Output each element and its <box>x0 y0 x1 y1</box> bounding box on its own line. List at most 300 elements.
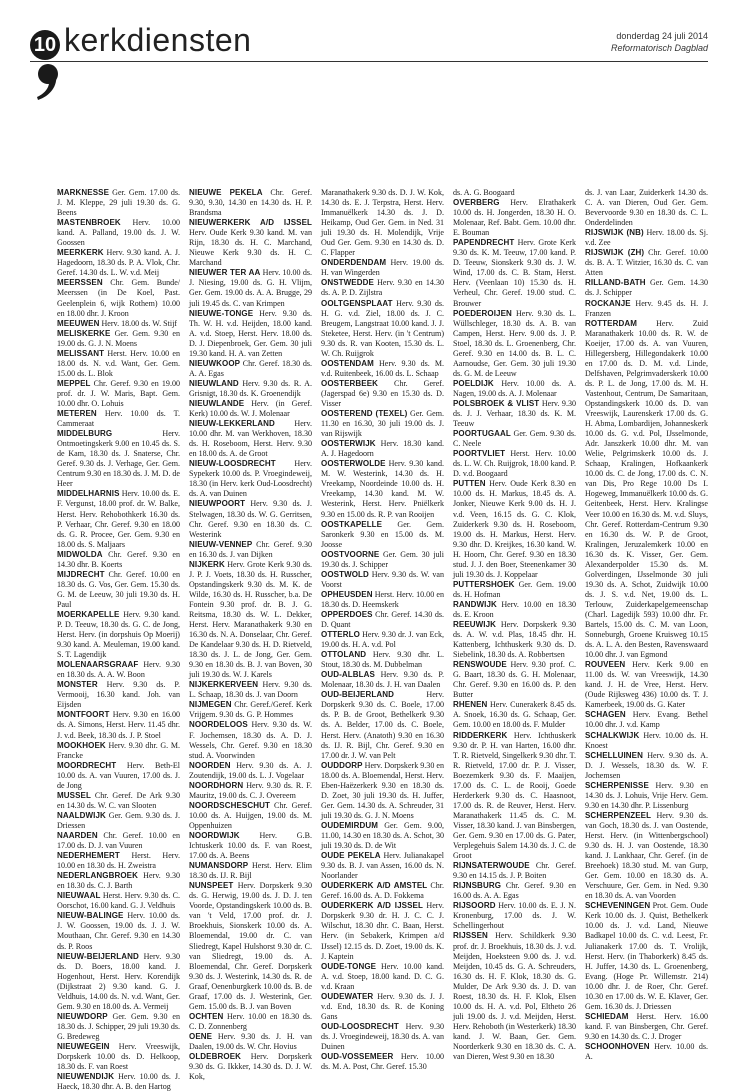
service-details: Herv. 9.30 ds. J. J. Verhaar, 18.30 ds. K. M. Teeuw <box>453 398 577 429</box>
place-name: NIEUWE-TONGE <box>189 308 254 318</box>
place-name: MIDWOLDA <box>57 549 103 559</box>
listing-column <box>57 188 181 1092</box>
service-details: Herv. 10.00 ds. M. A. Post, Chr. Geref. 15.30 <box>321 1052 444 1072</box>
service-details: Ger. Gem. 9.30 ds. J. Driessen <box>57 810 180 830</box>
service-details: Herv. 18.30 kand. A. J. Hagedoorn <box>321 439 445 459</box>
listing-entry <box>321 359 444 379</box>
listing-entry <box>57 319 180 329</box>
listing-entry <box>453 600 576 620</box>
listing-entry <box>57 791 180 811</box>
place-name: OOSTENDAM <box>321 358 374 368</box>
place-name: OPPERDOES <box>321 609 373 619</box>
listing-entry <box>453 931 576 1062</box>
listing-entry <box>321 379 444 409</box>
listing-entry <box>57 1072 180 1092</box>
place-name: ROTTERDAM <box>585 318 638 328</box>
place-name: NIEUW-BEIJERLAND <box>57 951 139 961</box>
service-details: Chr. Geref. 10.00 en 18.30 ds. G. Vos, Ger. Gem. 15.30 ds. G. M. de Leeuw, 30 juli 19.30 ds. H. Paul <box>57 569 180 609</box>
place-name: NIEUWLANDE <box>189 398 245 408</box>
place-name: OOSTERWOLDE <box>321 459 386 469</box>
service-details: Herv. 9.30 ds. D. Boers, 18.00 kand. J. Hogenhout, Herst. Herv. Korendijk (Dijkstraat 2) 9.30 kand. G. J. Veldhuis, 14.00 ds. N. v.d. Want, Ger. Gem. 9.30 en 18.00 ds. A. Vermeij <box>57 951 181 1011</box>
service-details: Ger. Gem. 9.30 en 19.00 ds. G. J. N. Moens <box>57 328 181 348</box>
service-details: Herv. 9.30 ds. P. Molenaar, 18.30 ds. J. H. van Daalen <box>321 670 444 690</box>
service-details: Herv. 9.30 ds. J. H. van Daalen, 19.00 ds. W. Chr. Hovius <box>189 1031 313 1051</box>
service-details: Chr. Geref. 16.00 ds. A. D. Fokkema <box>321 881 445 901</box>
place-name: OOLTGENSPLAAT <box>321 298 393 308</box>
listing-entry <box>57 660 180 680</box>
service-details: Herv. 9.30 dr. J. van Eck, 19.00 ds. H. A. v.d. Pol <box>321 630 444 650</box>
place-name: NAALDWIJK <box>57 810 106 820</box>
service-details: Herv. Ichthuskerk 9.30 dr. P. H. van Harten, 16.00 dhr. T. R. Rietveld, Singelkerk 9.30 dhr. T. R. Rietveld, 17.00 dr. P. J. Visser, Boezemkerk 9.30 ds. F. Maaijen, 17.00 ds. C. L. de Rooij, Goede Herderkerk 9.30 ds. C. Haasnoot, 17.00 ds. R. de Reuver, Herst. Herv. Maranathakerk 11.45 ds. C. M. Visser, 18.30 kand. J. van Binsbergen, Ger. Gem. 9.30 en 17.00 ds. G. Pater, Verplegehuis Salem 14.30 ds. J. C. de Groot <box>453 730 576 861</box>
listing-entry <box>321 258 444 278</box>
listing-entry <box>57 188 180 218</box>
place-name: MEERKERK <box>57 248 104 258</box>
service-details: Herv. 10.00 ds. E. J. N. Kronenburg, 17.00 ds. J. W. Schellingerhout <box>453 901 576 931</box>
place-name: PUTTERSHOEK <box>453 579 515 589</box>
service-details: Herv. 9.30 ds. J. J. v.d. End, 18.30 ds. R. de Koning Gans <box>321 991 444 1021</box>
listing-entry <box>57 851 180 871</box>
listing-entry <box>321 188 444 258</box>
listing-entry <box>585 1012 708 1042</box>
service-details: Herv. 9.30 ds. P. Vermooij, 16.30 kand. Joh. van Eijsden <box>57 680 180 710</box>
place-name: NOORDSCHESCHUT <box>189 800 270 810</box>
listing-entry <box>189 1012 312 1032</box>
place-name: NUNSPEET <box>189 881 234 891</box>
service-details: ds. A. G. Boogaard <box>453 188 515 197</box>
place-name: MONTFOORT <box>57 710 110 720</box>
service-details: Ger. Gem. 9.00, 11.00, 14.30 en 18.30 ds. A. Schot, 30 juli 19.30 ds. D. de Wit <box>321 820 445 851</box>
listing-entry <box>453 449 576 479</box>
place-name: SCHERPENZEEL <box>585 810 652 820</box>
listing-entry <box>57 329 180 349</box>
listing-entry <box>57 761 180 791</box>
service-details: Herv. 9.30 ds. J. Stelwagen, 18.30 ds. W. G. Gerritsen, Chr. Geref. 9.30 en 18.30 ds. C. Westerink <box>189 499 312 539</box>
service-details: Herv. Dorpskerk 9.30 ds. G. Herwig, 19.00 ds. J. D. J. ten Voorde, Opstandingskerk 10.00 ds. B. van 't Veld, 17.00 prof. dr. J. Broekhuis, Sionskerk 10.00 ds. A. Bloemendal, 19.00 dr. C. van Sliedregt, Kapel Hulshorst 9.30 dr. C. van Sliedregt, 19.00 ds. A. Bloemendal, Chr. Geref. Dorpskerk 9.30 ds. J. Westerink, 14.30 ds. R. de Graaf, Oenenburgkerk 10.00 ds. B. de Graaf, 17.00 ds. J. Westerink, Ger. Gem. 15.00 ds. B. J. van Boven <box>189 881 313 1011</box>
listing-entry <box>57 891 180 911</box>
listing-entry <box>321 690 444 760</box>
place-name: SCHEVENINGEN <box>585 901 651 911</box>
place-name: NIEUW-BALINGE <box>57 911 124 921</box>
listing-entry <box>453 620 576 660</box>
place-name: OUD-BEIJERLAND <box>321 690 394 700</box>
listing-entry <box>321 550 444 570</box>
listing-entry <box>57 1042 180 1072</box>
service-details: Ger. Gem. 30 juli 19.30 ds. J. Schipper <box>321 549 444 569</box>
place-name: SCHAGEN <box>585 710 626 720</box>
place-name: NIEUWKOOP <box>189 358 241 368</box>
place-name: POLSBROEK & VLIST <box>453 398 540 408</box>
listing-entry <box>585 248 708 278</box>
service-details: Herv. 9.30 kand. P. D. Teeuw, 18.30 ds. G. C. de Jong, Herst. Herv. (in dorpshuis Op Moerij) 9.30 kand. A. Meuleman, 19.00 kand. S. T. Lagendijk <box>57 609 180 660</box>
service-details: Chr. Geref./Geref. Kerk Vrijgem. 9.30 ds. G. P. Hommes <box>189 700 313 720</box>
service-details: Herv. Ontmoetingskerk 9.00 en 10.45 ds. S. de Kam, 18.30 ds. J. Snaterse, Chr. Geref. 9.30 ds. J. Verhage, Ger. Gem. Centrum 9.30 en 18.30 ds. J. M. D. de Heer <box>57 429 180 489</box>
listing-entry <box>57 811 180 831</box>
listing-entry <box>189 188 312 218</box>
place-name: SCHERPENISSE <box>585 780 649 790</box>
service-details: Herv. 9.30 dhr. G. M. Francke <box>57 740 180 760</box>
service-details: Ger. Gem. 11.30 en 16.30, 30 juli 19.00 ds. J. van Rijswijk <box>321 409 444 439</box>
service-details: Herv. 10.00 ds. T. Cammeraat <box>57 409 180 429</box>
listing-entry <box>189 499 312 539</box>
publication-name: Reformatorisch Dagblad <box>610 43 708 53</box>
place-name: MEPPEL <box>57 378 91 388</box>
service-details: Chr. Gem. Bunde/ Meerssen (in De Koel, Past. Geelenplein 6, wijk Rothem) 10.00 en 18.00 dhr. J. Kroon <box>57 278 181 318</box>
listing-entry <box>189 540 312 560</box>
service-details: Ger. Gem. 9.30 en 18.30 ds. J. Schipper, 29 juli 19.30 ds. G. Bredeweg <box>57 1011 180 1041</box>
listing-entry <box>57 1012 180 1042</box>
listing-entry <box>321 590 444 610</box>
listing-entry <box>189 560 312 681</box>
service-details: Herv. 9.30 ds. R. F. Mauritz, 19.00 ds. C. J. Overeem <box>189 780 313 800</box>
service-details: Chr. Geref. 14.30 ds. D. Quant <box>321 609 444 630</box>
service-details: Ger. Gem. 14.30 ds. J. Schipper <box>585 278 709 298</box>
place-name: MIDDELBURG <box>57 429 113 439</box>
service-details: Ger. Gem. 17.00 ds. J. M. Kleppe, 29 juli 19.30 ds. G. Beens <box>57 188 181 218</box>
place-name: NIJKERKERVEEN <box>189 680 259 690</box>
place-name: OUD-VOSSEMEER <box>321 1052 394 1062</box>
service-details: Chr. Geref. 18.30 ds. A. A. Egas <box>189 358 312 378</box>
place-name: PAPENDRECHT <box>453 238 515 248</box>
service-details: Herv. Sypekerk 10.00 ds. P. Vroegindeweij, 18.30 (in Herv. kerk Oud-Loosdrecht) ds. A. van Duinen <box>189 459 312 499</box>
listing-column <box>585 188 709 1062</box>
listing-entry <box>57 409 180 429</box>
listing-entry <box>189 761 312 781</box>
place-name: NIJKERK <box>189 559 225 569</box>
place-name: RIDDERKERK <box>453 730 508 740</box>
listing-entry <box>189 459 312 499</box>
service-details: Herv. 10.00 ds. H. Knoest <box>585 730 708 750</box>
place-name: SCHELLUINEN <box>585 750 643 760</box>
listing-entry <box>189 680 312 700</box>
place-name: NIEUWEGEIN <box>57 1041 110 1051</box>
listing-entry <box>453 379 576 399</box>
place-name: MELISSANT <box>57 348 105 358</box>
listing-entry <box>585 228 708 248</box>
place-name: MEEUWEN <box>57 318 100 328</box>
listing-entry <box>57 570 180 610</box>
listing-entry <box>189 359 312 379</box>
listing-entry <box>585 781 708 811</box>
listing-entry <box>57 379 180 409</box>
service-details: Herst. Herv. Elim 18.30 ds. IJ. R. Bijl <box>189 861 312 881</box>
listing-entry <box>585 901 708 1012</box>
place-name: ROCKANJE <box>585 298 631 308</box>
service-details: Herst. Herv. 10.00 ds. L. W. Ch. Ruijgrok, 18.00 kand. P. D. v.d. Boogaard <box>453 449 576 479</box>
place-name: OLDEBROEK <box>189 1052 242 1062</box>
service-details: Herv. 9.30 ds. Th. W. H. v.d. Heijden, 18.00 kand. A. v.d. Stoep, Herst. Herv. 18.00 ds. D. J. Diepenbroek, Ger. Gem. 30 juli 19.30 kand. H. A. van Zetten <box>189 308 312 358</box>
listing-entry <box>585 751 708 781</box>
listing-entry <box>57 680 180 710</box>
service-details: Herv. Evang. Bethel 10.00 dhr. J. v.d. Kamp <box>585 710 708 730</box>
service-details: ds. J. van Laar, Zuiderkerk 14.30 ds. C. A. van Dieren, Oud Ger. Gem. Bevervoorde 9.30 en 18.30 ds. C. L. Onderdelinden <box>585 188 708 228</box>
place-name: RANDWIJK <box>453 599 497 609</box>
place-name: MIDDELHARNIS <box>57 489 120 499</box>
place-name: POELDIJK <box>453 378 494 388</box>
place-name: NIEUWDORP <box>57 1011 108 1021</box>
service-details: Herv. Vreeswijk, Dorpskerk 10.00 ds. D. Helkoop, 18.30 ds. F. van Roest <box>57 1041 180 1072</box>
place-name: RENSWOUDE <box>453 660 507 670</box>
place-name: OENE <box>189 1031 213 1041</box>
place-name: RIJSOORD <box>453 901 496 911</box>
service-details: Herv. 9.30 ds. L. Schaap, 18.30 ds. J. van Doorn <box>189 680 312 700</box>
page-number: 10 <box>30 30 60 60</box>
place-name: METEREN <box>57 409 97 419</box>
service-details: Herv. Dorpskerk 9.30 dr. H. J. C. C. J. Wilschut, 18.30 dhr. C. Baan, Herst. Herv. (in Sebakerk, Krimpen a/d IJssel) 12.15 ds. D. Zoet, 19.00 ds. K. J. Kaptein <box>321 901 444 961</box>
listing-entry <box>189 700 312 720</box>
listing-entry <box>321 761 444 821</box>
service-details: Chr. Geref. 9.30 en 16.30 ds. J. van Dijken <box>189 539 312 559</box>
service-details: Chr. Geref. 9.30 en 14.30 dhr. B. Koerts <box>57 549 180 569</box>
listing-entry <box>189 861 312 881</box>
listing-entry <box>57 349 180 379</box>
church-services-listing <box>57 188 709 1092</box>
place-name: NIEUWPOORT <box>189 499 246 509</box>
place-name: ONDERDENDAM <box>321 258 387 268</box>
place-name: OOSTERWIJK <box>321 439 376 449</box>
listing-entry <box>321 409 444 439</box>
listing-entry <box>57 610 180 660</box>
service-details: Herv. 9.30 kand. A. J. Hagedoorn, 18.30 ds. P. A. Vlok, Chr. Geref. 14.30 ds. L. W. v.d. Meij <box>57 248 180 278</box>
service-details: Herv. Oude Kerk 8.30 en 10.00 ds. H. Markus, 18.45 ds. A. Jonker, Nieuwe Kerk 9.00 ds. H. J. v.d. Veen, 16.15 ds. G. C. Klok, Zuiderkerk 9.30 ds. H. Roseboom, 19.00 ds. H. Markus, Herst. Herv. 9.30 dhr. D. Kreijkes, 16.30 kand. W. H. Hoorn, Chr. Geref. 9.30 en 18.30 stud. J. J. den Boer, Steenenkamer 30 juli 19.30 ds. J. Koppelaar <box>453 479 576 579</box>
place-name: NIEUWER TER AA <box>189 268 261 278</box>
listing-entry <box>57 550 180 570</box>
listing-entry <box>321 439 444 459</box>
place-name: OUD-LOOSDRECHT <box>321 1021 399 1031</box>
service-details: Maranathakerk 9.30 ds. D. J. W. Kok, 14.30 ds. E. J. Terpstra, Herst. Herv. Immanuëlkerk 14.30 ds. J. D. Heikamp, Oud Ger. Gem. in Ned. 31 juli 19.30 ds. H. Molendijk, Vrije Oud Ger. Gem. 9.30 en 14.30 ds. D. C. Flapper <box>321 188 444 258</box>
dateline <box>611 30 708 54</box>
listing-entry <box>321 610 444 630</box>
service-details: Herv. (in Geref. Kerk) 10.00 ds. W. J. Molenaar <box>189 398 312 419</box>
service-details: Herv. 10.00 kand. A. v.d. Stoep, 18.00 kand. D. C. G. v.d. Kraan <box>321 961 445 991</box>
listing-entry <box>585 811 708 901</box>
service-details: Herv. Schildkerk 9.30 prof. dr. J. Broekhuis, 18.30 ds. J. v.d. Meijden, Hoeksteen 9.00 ds. J. v.d. Meijden, 10.45 ds. G. A. Schreuders, 16.30 ds. H. F. Klok, 18.30 ds. G. Mulder, De Ark 9.30 ds. J. D. van Roest, 18.30 ds. H. F. Klok, Elsen 10.00 ds. H. A. v.d. Pol, Eltheto 26 juli 19.00 ds. J. v.d. Meijden, Herst. Herv. Rehoboth (in Westerkerk) 18.30 kand. J. W. Baan, Ger. Gem. Noorderkerk 9.30 en 18.30 ds. C. A. van Dieren, West 9.30 en 18.30 <box>453 931 577 1062</box>
listing-entry <box>453 700 576 730</box>
place-name: MUSSEL <box>57 790 91 800</box>
service-details: Herv. 9.30 ds. W. F. Jochemsen, 18.30 ds. A. D. J. Wessels, Chr. Geref. 9.30 en 18.30 stud. A. Voorwinden <box>189 720 312 760</box>
listing-entry <box>321 1022 444 1052</box>
place-name: OOSTVOORNE <box>321 549 380 559</box>
listing-entry <box>453 901 576 931</box>
place-name: MOORDRECHT <box>57 760 117 770</box>
place-name: MARKNESSE <box>57 188 110 197</box>
service-details: Herv. 10.00 ds. J. Haeck, 18.30 dhr. A. B. den Hartog <box>57 1072 181 1092</box>
place-name: POORTUGAAL <box>453 429 511 439</box>
service-details: Herv. 9.30 en 18.30 ds. C. J. Barth <box>57 871 180 891</box>
service-details: Chr. Geref. (Jagerspad 6e) 9.30 en 15.30 ds. D. Visser <box>321 378 444 408</box>
service-details: Chr. Geref. 10.00 ds. A. Huijgen, 19.00 ds. M. Oppenhuizen <box>189 800 312 830</box>
listing-entry <box>453 198 576 238</box>
listing-entry <box>189 379 312 399</box>
place-name: NIEUWAAL <box>57 891 101 901</box>
place-name: NIEUW-LOOSDRECHT <box>189 459 276 469</box>
place-name: NIEUWE PEKELA <box>189 188 263 197</box>
place-name: NEDERHEMERT <box>57 851 120 861</box>
listing-entry <box>453 188 576 198</box>
listing-entry <box>189 399 312 419</box>
place-name: NUMANSDORP <box>189 861 249 871</box>
listing-entry <box>321 821 444 851</box>
service-details: Herv. 9.30 ds. L. Wüllschleger, 18.30 ds. A. B. van Campen, Herst. Herv. 9.00 ds. J. P. Stoel, 18.30 ds. L. Groenenberg, Chr. Geref. 9.30 en 14.00 ds. B. L. C. Aarnoudse, Ger. Gem. 30 juli 19.30 ds. G. M. de Leeuw <box>453 308 576 378</box>
place-name: OOSTERBEEK <box>321 378 379 388</box>
service-details: Herv. 18.00 ds. W. Stijf <box>101 318 177 328</box>
listing-entry <box>57 248 180 278</box>
place-name: OUDE-TONGE <box>321 961 377 971</box>
service-details: Chr. Geref. 9.30 en 19.00 prof. dr. J. W. Maris, Bapt. Gem. 10.00 dhr. O. Lohuis <box>57 378 180 408</box>
service-details: Herv. 10.00 en 18.30 ds. C. D. Zonnenberg <box>189 1011 312 1031</box>
place-name: OUDEMIRDUM <box>321 820 378 830</box>
section-title: kerkdiensten <box>64 22 252 58</box>
place-name: OOSTEREND (TEXEL) <box>321 409 408 419</box>
service-details: Herv. 18.00 ds. Sj. v.d. Zee <box>585 228 708 248</box>
listing-entry <box>189 831 312 861</box>
service-details: Ger. Gem. Saronkerk 9.30 en 15.00 ds. M. Joosse <box>321 519 445 549</box>
service-details: Herv. 9.30 ds. R. A. Grisnigt, 18.30 ds. K. Groenendijk <box>189 378 312 398</box>
listing-entry <box>189 801 312 831</box>
listing-entry <box>321 299 444 359</box>
service-details: Chr. Geref. 9.30 en 14.15 ds. J. P. Boiten <box>453 861 576 881</box>
listing-entry <box>57 741 180 761</box>
service-details: Herv. Dorpskerk 9.30 ds. A. W. v.d. Plas, 18.45 dhr. H. Kattenberg, Ichthuskerk 9.30 ds. D. Siebelink, 18.30 ds. A. Robbertsen <box>453 620 576 660</box>
place-name: RIJNSBURG <box>453 881 502 891</box>
comma-logo-icon <box>34 62 74 102</box>
listing-column <box>453 188 577 1062</box>
service-details: Herv. 9.30 ds. van Goch, 18.30 ds. J. van Oostende, Herst. Herv. (in Wittenbergschool) 9.30 ds. H. J. van Oostende, 18.30 kand. J. Lankhaar, Chr. Geref. (in de Breehoek) 18.30 stud. M. van Gurp, Ger. Gem. 10.00 en 18.30 ds. A. Verschuure, Ger. Gem. in Ned. 9.30 en 18.30 ds. A. van Voorden <box>585 810 708 901</box>
listing-entry <box>189 218 312 268</box>
service-details: Herv. Grote Kerk 9.30 ds. J. P. J. Voets, 18.30 ds. H. Russcher, Opstandingskerk 9.30 ds. M. K. de Wilde, 16.30 ds. H. Russcher, b.a. De Fontein 9.30 prof. dr. B. J. G. Reitsma, 18.30 ds. W. L. Dekker, Herst. Herv. Maranathakerk 9.30 en 16.30 ds. N. A. Donselaar, Chr. Geref. De Kandelaar 9.30 ds. H. D. Rietveld, 18.30 ds. J. L. de Jong, Ger. Gem. 9.30 en 18.30 ds. B. J. van Boven, 30 juli 19.30 ds. W. J. Karels <box>189 559 312 680</box>
place-name: MIJDRECHT <box>57 569 105 579</box>
service-details: Chr. Geref. 10.00 en 17.00 ds. D. J. van Vuuren <box>57 831 180 851</box>
listing-entry <box>453 660 576 700</box>
place-name: OUDERKERK A/D AMSTEL <box>321 881 428 891</box>
place-name: OUDDORP <box>321 760 363 770</box>
listing-entry <box>189 1032 312 1052</box>
listing-entry <box>453 881 576 901</box>
service-details: Herst. Herv. 10.00 en 18.30 ds. D. Heemskerk <box>321 589 444 609</box>
place-name: OPHEUSDEN <box>321 589 373 599</box>
place-name: NOORDEN <box>189 760 231 770</box>
place-name: NIEUW-VENNEP <box>189 539 253 549</box>
service-details: Herv. 9.30 kand. M. W. Westerink, 14.30 ds. H. Vreekamp, Noordeinde 10.00 ds. H. Vreekamp, 14.30 kand. M. W. Westerink, Herst. Herv. Pniëlkerk 9.30 en 15.00 ds. R. P. van Rooijen <box>321 459 444 519</box>
place-name: NAARDEN <box>57 831 98 840</box>
listing-entry <box>321 1052 444 1072</box>
place-name: NOORDELOOS <box>189 720 248 730</box>
place-name: NIJMEGEN <box>189 700 232 710</box>
listing-entry <box>585 188 708 228</box>
place-name: MOOKHOEK <box>57 740 106 750</box>
place-name: RIJNSATERWOUDE <box>453 861 530 871</box>
service-details: Herv. 10.00 ds. A. Nagen, 19.00 ds. A. J. Molenaar <box>453 378 577 398</box>
service-details: Prot. Gem. Oude Kerk 10.00 ds. J. Quist, Bethelkerk 10.00 ds. J. v.d. Land, Nieuwe Badkapel 10.00 ds. C. v.d. Leest, Fr. Julianakerk 17.00 ds. T. Vrolijk, Herst. Herv. (in Thaborkerk) 8.45 ds. H. Juffer, 14.30 ds. L. Groenenberg, Evang. (Hoge Pr. Willemstr. 214) 10.00 dhr. J. de Roer, Chr. Geref. 10.30 en 17.00 ds. W. E. Klaver, Ger. Gem. 16.30 ds. J. Driessen <box>585 901 708 1011</box>
service-details: Herv. 9.30 dhr. L. Stout, 18.30 ds. M. Dubbelman <box>321 650 444 670</box>
service-details: Herv. 9.45 ds. H. J. Franzen <box>585 298 708 318</box>
service-details: Herst. Herv. 16.00 kand. F. van Binsbergen, Chr. Geref. 9.30 en 14.30 ds. C. J. Droger <box>585 1011 708 1041</box>
place-name: OOSTKAPELLE <box>321 519 383 529</box>
place-name: POEDEROIJEN <box>453 308 512 318</box>
place-name: OCHTEN <box>189 1011 224 1021</box>
listing-entry <box>321 670 444 690</box>
listing-column <box>189 188 313 1082</box>
service-details: Herv. 19.00 ds. H. van Wingerden <box>321 258 445 278</box>
listing-entry <box>189 720 312 760</box>
page-header <box>0 0 738 60</box>
place-name: MOERKAPELLE <box>57 609 120 619</box>
listing-entry <box>585 660 708 710</box>
service-details: Herv. Kerk 9.00 en 11.00 ds. W. van Vreeswijk, 14.30 kand. J. H. de Vree, Herst. Herv. (Oude Rijksweg 436) 10.00 ds. T. J. Kamerbeek, 19.00 ds. G. Kater <box>585 660 709 710</box>
service-details: Herv. 10.00 ds. J. W. Goossen, 19.00 ds. J. J. W. Mouthaan, Chr. Geref. 9.30 en 14.30 ds. P. Roos <box>57 911 181 951</box>
service-details: Herv. 9.30 en 16.00 ds. A. Simons, Herst. Herv. 11.45 dhr. J. v.d. Beek, 18.30 ds. J. P. Stoel <box>57 710 180 740</box>
service-details: Herv. 9.30 ds. J. Vroegindeweij, 18.30 ds. A. van Duinen <box>321 1021 444 1051</box>
place-name: SCHALKWIJK <box>585 730 640 740</box>
place-name: OUDE PEKELA <box>321 851 381 861</box>
service-details: Herv. Oude Kerk 9.30 kand. M. van Rijn, 18.30 ds. H. C. Marchand, Nieuwe Kerk 9.30 ds. H. C. Marchand <box>189 228 312 268</box>
service-details: Herv. 10.00 en 18.30 ds. E. Kroon <box>453 599 576 619</box>
listing-entry <box>57 278 180 318</box>
listing-entry <box>189 1052 312 1082</box>
service-details: Herv. 10.00 ds. J. Niesing, 19.00 ds. G. H. Vlijm, Ger. Gem. 19.00 ds. A. A. Brugge, 29 juli 19.45 ds. C. van Krimpen <box>189 268 312 308</box>
place-name: OOSTWOLD <box>321 569 369 579</box>
listing-entry <box>321 881 444 901</box>
listing-entry <box>321 630 444 650</box>
listing-entry <box>321 851 444 881</box>
listing-entry <box>453 238 576 308</box>
place-name: OVERBERG <box>453 198 500 208</box>
listing-entry <box>453 580 576 600</box>
place-name: OUDERKERK A/D IJSSEL <box>321 901 423 911</box>
service-details: Herv. 9.30 ds. M. v.d. Ruitenbeek, 16.00 ds. L. Schaap <box>321 358 444 378</box>
service-details: Herv. 9.30 ds. H. G. v.d. Ziel, 18.00 ds. J. C. Breugem, Langstraat 10.00 kand. J. J. Steketee, Herst. Herv. (in 't Centrum) 9.30 ds. R. van Kooten, 15.30 ds. L. W. Ch. Ruijgrok <box>321 298 444 358</box>
service-details: Herv. 9.30 ds. W. van Voorst <box>321 569 445 589</box>
service-details: Herv. 9.30 en 18.30 ds. A. A. W. Boon <box>57 660 180 680</box>
service-details: Herv. 9.30 en 14.30 ds. A. P. D. Zijlstra <box>321 278 444 298</box>
publication-date: donderdag 24 juli 2014 <box>616 31 708 41</box>
service-details: Herv. Grote Kerk 9.30 ds. K. M. Teeuw, 17.00 kand. P. D. Teeuw, Sionskerk 9.30 ds. J. W. Wind, 17.00 ds. C. B. Stam, Herst. Herv. (Veenlaan 10) 15.30 ds. H. Verheul, Chr. Geref. 19.00 stud. C. Brouwer <box>453 238 576 308</box>
service-details: Ger. Gem. 19.00 ds. H. Hofman <box>453 579 576 599</box>
service-details: Herv. Dorpskerk 9.30 ds. C. Boele, 17.00 ds. P. B. de Groot, Bethelkerk 9.30 ds. A. Belder, 17.00 ds. C. Boele, Herst. Herv. (Anatoth) 9.30 en 16.30 ds. IJ. R. Bijl, Chr. Geref. 9.30 en 17.00 dr. J. W. van Pelt <box>321 690 444 760</box>
service-details: Herst. Herv. 10.00 en 18.30 ds. H. Zweistra <box>57 851 180 871</box>
service-details: Herv. 10.00 ds. E. F. Vergunst, 18.00 prof. dr. W. Balke, Herst. Herv. Rehobothkerk 16.30 ds. P. Verhaar, Chr. Geref. 9.30 en 18.00 ds. G. R. Procee, Ger. Gem. 9.30 en 18.00 ds. S. Maljaars <box>57 489 180 549</box>
service-details: Herv. 10.00 ds. A. <box>585 1041 709 1062</box>
place-name: ROUVEEN <box>585 660 626 670</box>
place-name: NEDERLANGBROEK <box>57 871 138 881</box>
listing-entry <box>189 781 312 801</box>
service-details: Chr. Geref. 9.30, 9.30, 14.30 en 14.30 ds. H. P. Brandsma <box>189 188 312 218</box>
listing-entry <box>189 881 312 1012</box>
place-name: OTTERLO <box>321 630 360 640</box>
place-name: MONSTER <box>57 680 98 690</box>
listing-entry <box>321 962 444 992</box>
service-details: Herv. 9.30 ds. A. D. J. Wessels, 18.30 ds. W. F. Jochemsen <box>585 750 708 780</box>
place-name: NOORDHORN <box>189 780 244 790</box>
listing-entry <box>57 911 180 951</box>
place-name: MOLENAARSGRAAF <box>57 660 139 670</box>
listing-entry <box>189 419 312 459</box>
place-name: MELISKERKE <box>57 328 111 338</box>
listing-entry <box>57 871 180 891</box>
service-details: Herv. Elrathakerk 10.00 ds. H. Jongerden, 18.30 H. O. Molenaar, Ref. Babt. Gem. 10.00 dhr. E. Bouman <box>453 198 577 238</box>
listing-entry <box>321 570 444 590</box>
place-name: NIEUWERKERK A/D IJSSEL <box>189 218 312 228</box>
header-rule <box>30 61 708 62</box>
listing-entry <box>453 429 576 449</box>
listing-entry <box>57 710 180 740</box>
listing-entry <box>585 731 708 751</box>
service-details: Herv. G.B. Ichtuskerk 10.00 ds. F. van Roest, 17.00 ds. A. Beens <box>189 831 312 861</box>
service-details: Herv. Julianakapel 9.30 ds. B. J. van Assen, 16.00 ds. N. Noorlander <box>321 851 445 881</box>
service-details: Herv. Cunerakerk 8.45 ds. A. Snoek, 16.30 ds. G. Schaap, Ger. Gem. 10.00 en 18.00 ds. F. Mulder <box>453 700 576 730</box>
listing-entry <box>585 1042 708 1062</box>
listing-entry <box>57 218 180 248</box>
service-details: Herv. Dorpskerk 9.30 en 18.00 ds. A. Bloemendal, Herst. Herv. Eben-Haëzerkerk 9.30 en 18.30 ds. D. Zoet, 30 juli 19.30 ds. H. Juffer, Ger. Gem. 14.30 ds. A. Schreuder, 31 juli 19.30 ds. G. J. N. Moens <box>321 760 444 820</box>
